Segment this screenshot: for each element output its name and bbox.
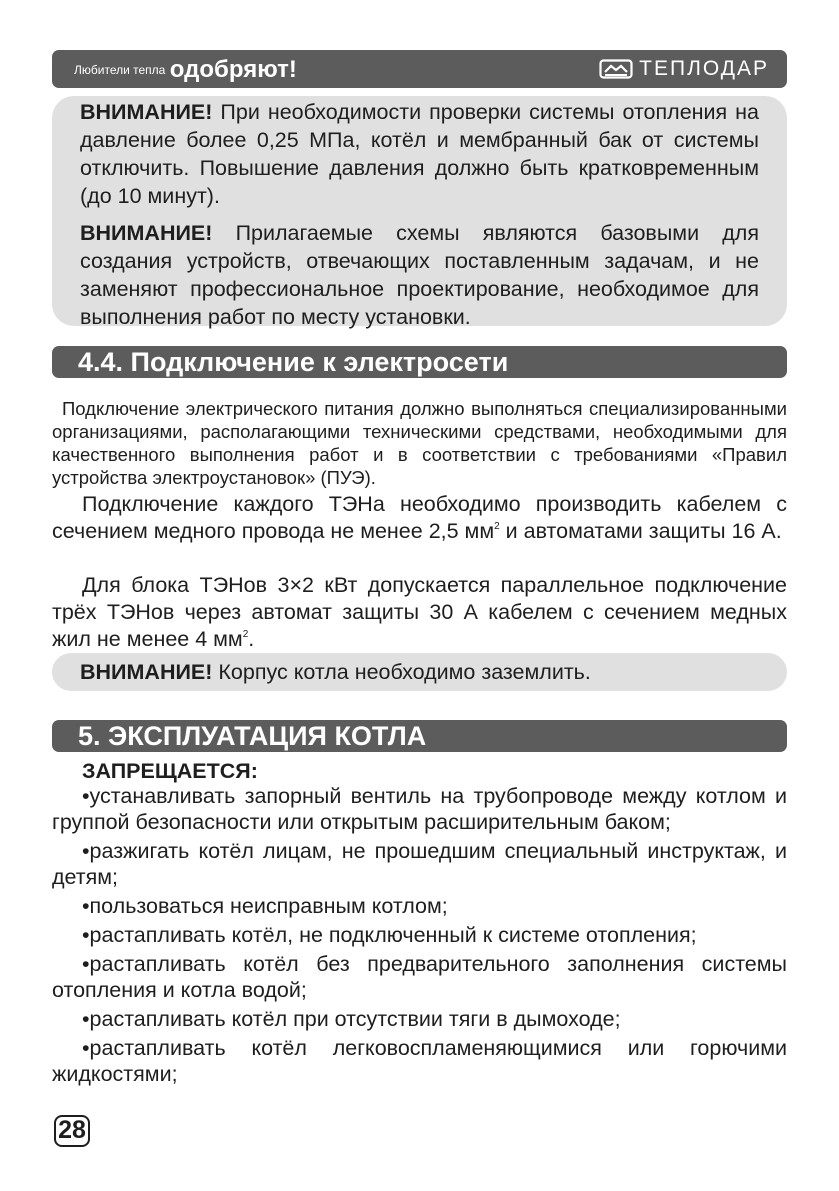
teplodar-logo-icon: [599, 59, 633, 79]
text-fragment: и автоматами защиты 16 А.: [499, 519, 782, 543]
list-item: •разжигать котёл лицам, не прошедшим специальный инструктаж, и детям;: [52, 839, 787, 889]
warning-schemes: [80, 219, 759, 331]
forbidden-list: [52, 783, 787, 1090]
warning-grounding: [80, 653, 759, 691]
brand: [599, 58, 769, 80]
page-number: 28: [54, 1115, 90, 1147]
section-title-5: 5. ЭКСПЛУАТАЦИЯ КОТЛА: [52, 720, 787, 752]
text-fragment: Подключение каждого ТЭНа необходимо производить кабелем с сечением медного провода не менее 2,5 мм: [52, 492, 787, 543]
warning-label: ВНИМАНИЕ!: [80, 100, 213, 124]
paragraph-parallel-connection: [52, 572, 787, 653]
superscript: 2: [242, 629, 249, 640]
list-item: •растапливать котёл при отсутствии тяги в дымоходе;: [82, 1007, 621, 1031]
list-item: •растапливать котёл без предварительного заполнения системы отопления и котла водой;: [52, 952, 787, 1002]
superscript: 2: [494, 521, 500, 532]
page-header: [52, 50, 787, 88]
warning-pressure: [80, 98, 759, 210]
grounding-warning-box: [52, 653, 787, 691]
warnings-box: [52, 96, 787, 329]
list-item: •пользоваться неисправным котлом;: [82, 894, 448, 918]
section-title-4-4: 4.4. Подключение к электросети: [52, 346, 787, 378]
warning-text: Корпус котла необходимо заземлить.: [212, 660, 591, 684]
text-fragment: .: [248, 627, 255, 651]
list-item: •устанавливать запорный вентиль на трубопроводе между котлом и группой безопасности или открытым расширительным баком;: [52, 784, 787, 834]
warning-label: ВНИМАНИЕ!: [80, 221, 213, 245]
paragraph-cable-requirements: [52, 491, 787, 545]
warning-text: При необходимости проверки системы отопления на давление более 0,25 МПа, котёл и мембранный бак от системы отключить. Повышение давления должно быть кратковременным (до 10 минут).: [80, 100, 759, 208]
list-item: •растапливать котёл, не подключенный к системе отопления;: [82, 923, 697, 947]
header-tagline: [74, 56, 297, 84]
forbidden-heading: ЗАПРЕЩАЕТСЯ:: [82, 759, 258, 783]
brand-name: ТЕПЛОДАР: [639, 57, 769, 80]
warning-text: Прилагаемые схемы являются базовыми для создания устройств, отвечающих поставленным задачам, и не заменяют профессиональное проектирование, необходимое для выполнения работ по месту установки.: [80, 221, 759, 329]
warning-label: ВНИМАНИЕ!: [80, 660, 213, 684]
paragraph-electrical-connection: Подключение электрического питания должно выполняться специализированными организациями, располагающими техническими средствами, необходимыми для качественного выполнения работ и в соответствии с требованиями «Правил устройства электроустановок» (ПУЭ).: [52, 398, 787, 488]
tagline-big: одобряют!: [169, 56, 297, 83]
text-fragment: Для блока ТЭНов 3×2 кВт допускается параллельное подключение трёх ТЭНов через автомат защиты 30 А кабелем с сечением медных жил не менее 4 мм: [52, 573, 787, 651]
list-item: •растапливать котёл легковоспламеняющимися или горючими жидкостями;: [52, 1036, 787, 1086]
tagline-small: Любители тепла: [74, 63, 166, 77]
